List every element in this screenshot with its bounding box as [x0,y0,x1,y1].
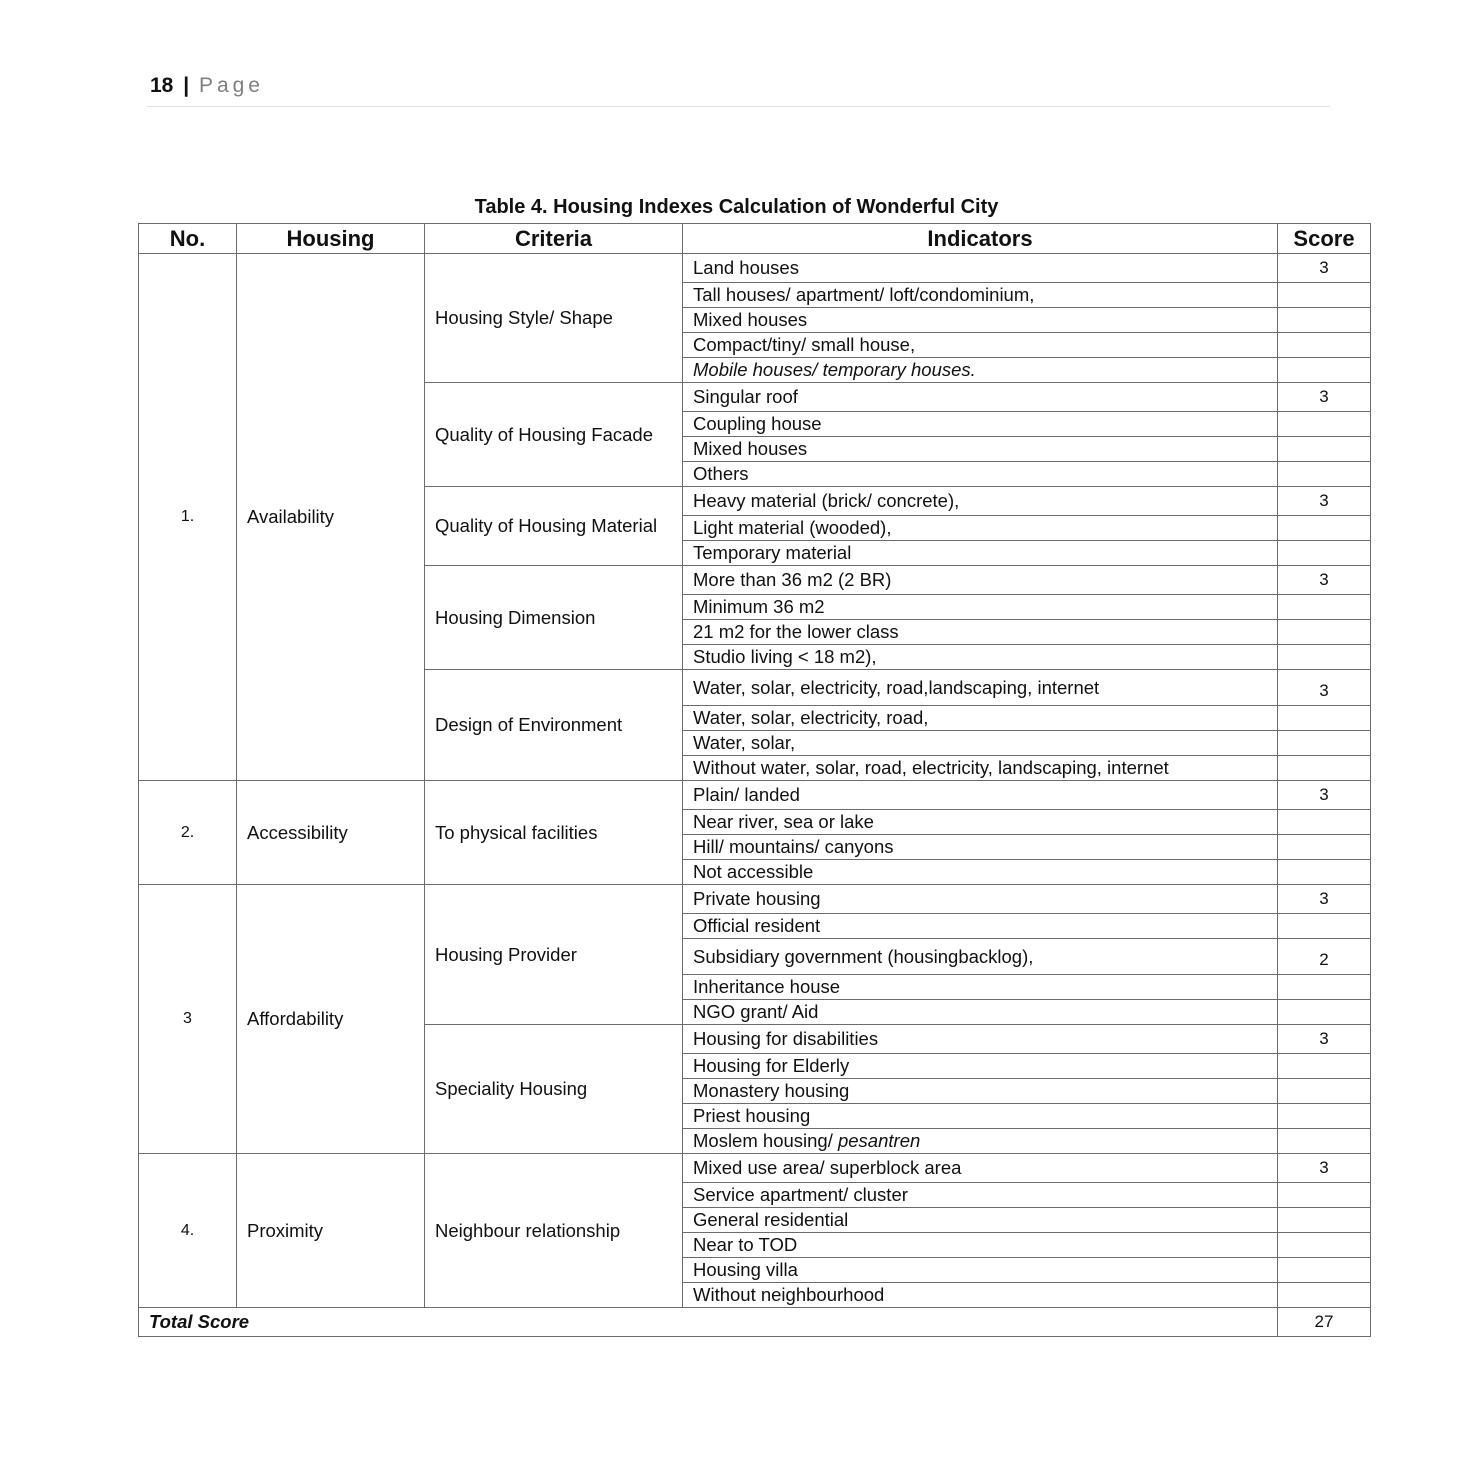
criteria-cell: Housing Dimension [425,566,683,670]
indicator-text: Private housing [693,888,821,909]
indicator-text: Mobile houses/ temporary houses. [693,359,976,380]
score-cell [1278,1283,1371,1308]
score-cell: 3 [1278,670,1371,706]
indicator-text: Not accessible [693,861,814,882]
indicator-cell [683,914,1278,939]
indicator-cell [683,670,1278,706]
indicator-text: Minimum 36 m2 [693,596,825,617]
score-cell [1278,1233,1371,1258]
indicator-text: Monastery housing [693,1080,850,1101]
indicator-cell [683,254,1278,283]
indicator-text: Coupling house [693,413,822,434]
table-caption-text: Table 4. Housing Indexes Calculation of Wonderful City [474,196,999,218]
criteria-cell: Housing Style/ Shape [425,254,683,383]
indicator-text: Without water, solar, road, electricity, landscaping, internet [693,757,1169,778]
indicator-text: Singular roof [693,386,798,407]
housing-category: Accessibility [237,781,425,885]
indicator-text: Near to TOD [693,1234,798,1255]
score-cell [1278,595,1371,620]
score-cell: 3 [1278,383,1371,412]
score-cell [1278,620,1371,645]
indicator-text: General residential [693,1209,849,1230]
score-cell [1278,645,1371,670]
score-cell [1278,308,1371,333]
indicator-text: Official resident [693,915,821,936]
column-header-housing: Housing [237,224,425,254]
indicator-text: Water, solar, electricity, road,landscaping, internet [693,676,1100,698]
indicator-cell [683,860,1278,885]
indicator-text: Housing for Elderly [693,1055,850,1076]
score-cell [1278,437,1371,462]
score-cell: 3 [1278,781,1371,810]
indicator-cell [683,308,1278,333]
indicator-text: Heavy material (brick/ concrete), [693,490,960,511]
page-word: Page [198,74,264,97]
indicator-text: NGO grant/ Aid [693,1001,819,1022]
score-cell: 2 [1278,939,1371,975]
score-cell [1278,1054,1371,1079]
header-divider [147,106,1330,107]
table-row [139,1154,1371,1183]
score-cell [1278,835,1371,860]
score-cell: 3 [1278,566,1371,595]
indicator-text: Compact/tiny/ small house, [693,334,916,355]
indicator-cell [683,487,1278,516]
indicator-text: Without neighbourhood [693,1284,885,1305]
criteria-cell: Quality of Housing Facade [425,383,683,487]
score-cell [1278,706,1371,731]
score-cell [1278,1079,1371,1104]
score-cell: 3 [1278,1154,1371,1183]
score-cell: 3 [1278,885,1371,914]
indicator-cell [683,412,1278,437]
table-body [139,254,1371,1308]
indicator-cell [683,383,1278,412]
indicator-cell [683,437,1278,462]
score-cell [1278,516,1371,541]
row-number: 3 [139,885,237,1154]
indicator-text: Mixed houses [693,438,808,459]
page-number: 18 [150,74,174,97]
column-header-criteria: Criteria [425,224,683,254]
indicator-text: 21 m2 for the lower class [693,621,899,642]
indicator-text: Mixed houses [693,309,808,330]
indicator-cell [683,516,1278,541]
indicator-text: Land houses [693,257,799,278]
table-row [139,885,1371,914]
indicator-text: Inheritance house [693,976,841,997]
indicator-text: Plain/ landed [693,784,800,805]
score-cell [1278,914,1371,939]
row-number: 2. [139,781,237,885]
criteria-cell: Speciality Housing [425,1025,683,1154]
row-number: 4. [139,1154,237,1308]
table-row [139,254,1371,283]
table-caption [0,196,1477,219]
indicator-cell [683,885,1278,914]
column-header-score: Score [1278,224,1371,254]
indicator-cell [683,1000,1278,1025]
score-cell [1278,462,1371,487]
indicator-text: Near river, sea or lake [693,811,874,832]
indicator-cell [683,939,1278,975]
score-cell [1278,975,1371,1000]
indicator-cell [683,595,1278,620]
indicator-cell [683,620,1278,645]
indicator-cell [683,541,1278,566]
score-cell [1278,810,1371,835]
row-number: 1. [139,254,237,781]
indicator-cell [683,835,1278,860]
indicator-cell [683,1283,1278,1308]
indicator-cell [683,706,1278,731]
indicator-cell [683,462,1278,487]
criteria-cell: Neighbour relationship [425,1154,683,1308]
indicator-cell [683,1208,1278,1233]
table-header-row [139,224,1371,254]
housing-category: Proximity [237,1154,425,1308]
indicator-cell [683,1025,1278,1054]
indicator-text: Others [693,463,749,484]
indicator-cell [683,566,1278,595]
score-cell [1278,1183,1371,1208]
indicator-text: Temporary material [693,542,852,563]
score-cell: 3 [1278,487,1371,516]
score-cell [1278,731,1371,756]
housing-category: Affordability [237,885,425,1154]
indicator-text-italic: pesantren [837,1130,921,1151]
table-row [139,781,1371,810]
score-cell [1278,283,1371,308]
criteria-cell: Design of Environment [425,670,683,781]
indicator-text: Tall houses/ apartment/ loft/condominium, [693,284,1035,305]
indicator-cell [683,1079,1278,1104]
indicator-cell [683,333,1278,358]
total-score-value: 27 [1278,1308,1371,1337]
indicator-text: Water, solar, electricity, road, [693,707,929,728]
indicator-cell [683,645,1278,670]
indicator-text: Housing for disabilities [693,1028,879,1049]
column-header-no: No. [139,224,237,254]
criteria-cell: Housing Provider [425,885,683,1025]
indicator-cell [683,1233,1278,1258]
criteria-cell: Quality of Housing Material [425,487,683,566]
score-cell: 3 [1278,254,1371,283]
page-separator: | [183,74,190,97]
indicator-cell [683,810,1278,835]
score-cell [1278,412,1371,437]
indicator-cell [683,1129,1278,1154]
indicator-cell [683,756,1278,781]
indicator-cell [683,283,1278,308]
indicator-cell [683,1104,1278,1129]
indicator-text: Housing villa [693,1259,798,1280]
indicator-cell [683,1183,1278,1208]
indicator-cell [683,1054,1278,1079]
indicator-cell [683,781,1278,810]
score-cell [1278,860,1371,885]
total-row [139,1308,1371,1337]
indicator-text: Water, solar, [693,732,796,753]
score-cell [1278,333,1371,358]
indicator-text: More than 36 m2 (2 BR) [693,569,892,590]
score-cell [1278,1208,1371,1233]
indicator-text: Hill/ mountains/ canyons [693,836,894,857]
score-cell [1278,1104,1371,1129]
score-cell: 3 [1278,1025,1371,1054]
score-cell [1278,541,1371,566]
indicator-text: Moslem housing/ [693,1130,838,1151]
indicator-text: Service apartment/ cluster [693,1184,908,1205]
criteria-cell: To physical facilities [425,781,683,885]
score-cell [1278,1000,1371,1025]
indicator-cell [683,1258,1278,1283]
indicator-text: Subsidiary government (housingbacklog), [693,945,1034,967]
housing-index-table [138,223,1371,1337]
column-header-indicators: Indicators [683,224,1278,254]
score-cell [1278,756,1371,781]
indicator-cell [683,975,1278,1000]
total-score-label: Total Score [139,1308,1278,1337]
indicator-text: Light material (wooded), [693,517,892,538]
indicator-cell [683,358,1278,383]
housing-category: Availability [237,254,425,781]
score-cell [1278,1258,1371,1283]
indicator-text: Studio living < 18 m2), [693,646,877,667]
indicator-text: Priest housing [693,1105,811,1126]
indicator-cell [683,731,1278,756]
score-cell [1278,1129,1371,1154]
page-header [150,74,264,98]
score-cell [1278,358,1371,383]
indicator-text: Mixed use area/ superblock area [693,1157,962,1178]
indicator-cell [683,1154,1278,1183]
